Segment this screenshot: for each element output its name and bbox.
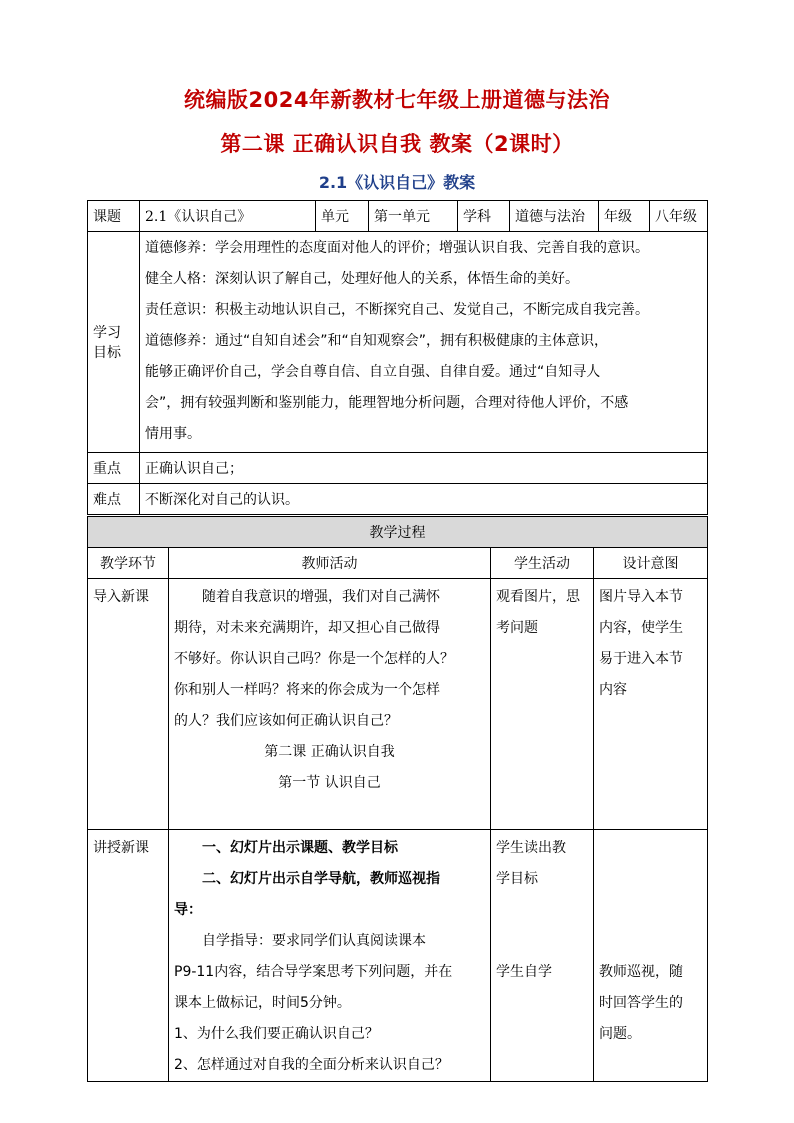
goal-line: 健全人格：深刻认识了解自己，处理好他人的关系，体悟生命的美好。 — [145, 271, 579, 287]
student-activity-cell — [491, 830, 594, 1082]
key-point-label: 重点 — [88, 453, 140, 484]
section-heading: 第一节 认识自己 — [278, 775, 381, 791]
teacher-line: 2、怎样通过对自我的全面分析来认识自己？ — [174, 1057, 449, 1073]
intent-line: 内容 — [599, 682, 627, 698]
teacher-line: 你和别人一样吗？将来的你会成为一个怎样 — [174, 682, 440, 698]
student-line: 考问题 — [496, 620, 538, 636]
intent-line: 内容，使学生 — [599, 620, 683, 636]
design-intent-cell — [594, 830, 708, 1082]
teacher-step: 导： — [174, 902, 202, 918]
intent-spacer — [599, 833, 702, 864]
student-line: 学目标 — [496, 871, 538, 887]
goals-label — [88, 232, 140, 453]
lesson-title: 第二课 正确认识自我 教案（2课时） — [220, 132, 574, 156]
student-spacer — [496, 926, 588, 957]
grade-label: 年级 — [599, 201, 650, 232]
unit-label: 单元 — [316, 201, 369, 232]
table-row — [88, 579, 708, 830]
teacher-line: P9-11内容，结合导学案思考下列问题，并在 — [174, 964, 453, 980]
student-spacer — [496, 895, 588, 926]
goal-line: 会”，拥有较强判断和鉴别能力，能理智地分析问题，合理对待他人评价，不感 — [145, 395, 629, 411]
difficulty-label: 难点 — [88, 484, 140, 515]
course-value: 2.1《认识自己》 — [140, 201, 316, 232]
column-header: 设计意图 — [594, 548, 708, 579]
key-point-value: 正确认识自己； — [140, 453, 708, 484]
teacher-line: 随着自我意识的增强，我们对自己满怀 — [202, 589, 440, 605]
process-banner-row — [88, 517, 708, 548]
student-line: 学生自学 — [496, 964, 552, 980]
stage-cell: 讲授新课 — [88, 830, 169, 1082]
goals-content — [140, 232, 708, 453]
subject-label: 学科 — [458, 201, 510, 232]
student-line: 学生读出教 — [496, 840, 566, 856]
teacher-line: 自学指导：要求同学们认真阅读课本 — [202, 933, 426, 949]
info-row — [88, 201, 708, 232]
grade-value: 八年级 — [650, 201, 708, 232]
intent-spacer — [599, 926, 702, 957]
section-subtitle: 2.1《认识自己》教案 — [318, 173, 476, 192]
goals-label-line: 目标 — [93, 345, 121, 361]
intent-line: 易于进入本节 — [599, 651, 683, 667]
table-row — [88, 830, 708, 1082]
teacher-step: 一、幻灯片出示课题、教学目标 — [202, 840, 398, 856]
unit-value: 第一单元 — [369, 201, 458, 232]
course-label: 课题 — [88, 201, 140, 232]
column-header: 教学环节 — [88, 548, 169, 579]
stage-cell: 导入新课 — [88, 579, 169, 830]
goal-line: 责任意识：积极主动地认识自己，不断探究自己、发觉自己，不断完成自我完善。 — [145, 302, 649, 318]
teacher-activity-cell — [169, 830, 491, 1082]
teaching-process-table — [87, 516, 708, 1082]
intent-line: 问题。 — [599, 1026, 641, 1042]
teacher-line: 的人？我们应该如何正确认识自己？ — [174, 713, 398, 729]
student-line: 观看图片，思 — [496, 589, 580, 605]
intent-line: 图片导入本节 — [599, 589, 683, 605]
teacher-step: 二、幻灯片出示自学导航，教师巡视指 — [202, 871, 440, 887]
difficulty-value: 不断深化对自己的认识。 — [140, 484, 708, 515]
teacher-line: 不够好。你认识自己吗？你是一个怎样的人？ — [174, 651, 454, 667]
goal-line: 情用事。 — [145, 426, 201, 442]
difficulty-row — [88, 484, 708, 515]
goals-row — [88, 232, 708, 453]
intent-line: 教师巡视，随 — [599, 964, 683, 980]
teacher-line: 课本上做标记，时间5分钟。 — [174, 995, 351, 1011]
goal-line: 道德修养：学会用理性的态度面对他人的评价；增强认识自我、完善自我的意识。 — [145, 240, 649, 256]
intent-line: 时回答学生的 — [599, 995, 683, 1011]
subject-value: 道德与法治 — [510, 201, 599, 232]
goal-line: 道德修养：通过“自知自述会”和“自知观察会”，拥有积极健康的主体意识， — [145, 333, 609, 349]
design-intent-cell — [594, 579, 708, 830]
teacher-line: 期待，对未来充满期许，却又担心自己做得 — [174, 620, 440, 636]
process-banner: 教学过程 — [88, 517, 708, 548]
column-header: 教师活动 — [169, 548, 491, 579]
document-title: 统编版2024年新教材七年级上册道德与法治 — [184, 88, 610, 112]
lesson-heading: 第二课 正确认识自我 — [264, 744, 395, 760]
column-header: 学生活动 — [491, 548, 594, 579]
student-activity-cell — [491, 579, 594, 830]
goal-line: 能够正确评价自己，学会自尊自信、自立自强、自律自爱。通过“自知寻人 — [145, 364, 601, 380]
teacher-activity-cell — [169, 579, 491, 830]
intent-spacer — [599, 864, 702, 895]
process-header-row — [88, 548, 708, 579]
lesson-info-table — [87, 200, 708, 515]
teacher-line: 1、为什么我们要正确认识自己？ — [174, 1026, 379, 1042]
goals-label-line: 学习 — [93, 325, 121, 341]
key-point-row — [88, 453, 708, 484]
intent-spacer — [599, 895, 702, 926]
